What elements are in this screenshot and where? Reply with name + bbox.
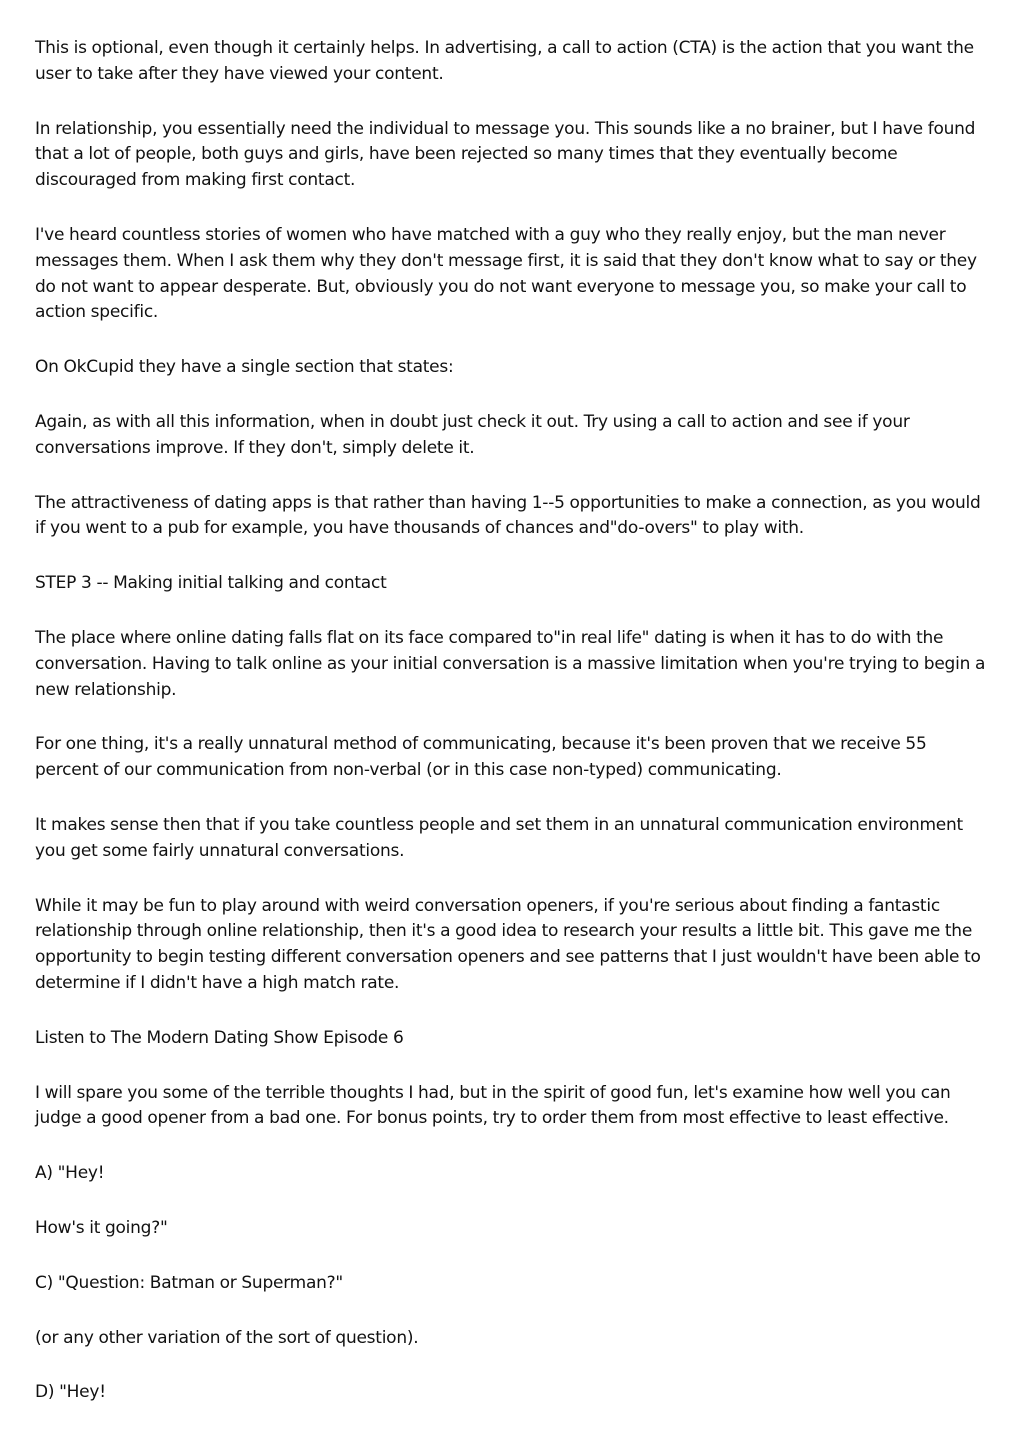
paragraph-listen-show: Listen to The Modern Dating Show Episode 6 xyxy=(35,1027,404,1048)
paragraph-relationship-message: In relationship, you essentially need the individual to message you. This sounds like a no brainer, but I have found that a lot of people, both guys and girls, have been rejected so many times that they eventually become discouraged from making first contact. xyxy=(35,118,976,191)
paragraph-variation-note: (or any other variation of the sort of question). xyxy=(35,1327,419,1348)
list-item-option-a: A) "Hey! xyxy=(35,1163,105,1184)
paragraph-check-it-out: Again, as with all this information, when in doubt just check it out. Try using a call to action and see if your conversations improve. If they don't, simply delete it. xyxy=(35,411,910,458)
paragraph-weird-openers: While it may be fun to play around with weird conversation openers, if you're serious about finding a fantastic relationship through online relationship, then it's a good idea to research your results a little bit. This gave me the opportunity to begin testing different conversation openers and see patterns that I just wouldn't have been able to determine if I didn't have a high match rate. xyxy=(35,895,981,993)
list-item-option-d: D) "Hey! xyxy=(35,1382,106,1403)
paragraph-cta-intro: This is optional, even though it certainly helps. In advertising, a call to action (CTA) is the action that you want the user to take after they have viewed your content. xyxy=(35,38,974,84)
paragraph-spare-you: I will spare you some of the terrible thoughts I had, but in the spirit of good fun, let's examine how well you can judge a good opener from a bad one. For bonus points, try to order them from most effective to least effective. xyxy=(35,1082,951,1129)
paragraph-dating-apps: The attractiveness of dating apps is that rather than having 1--5 opportunities to make a connection, as you would if you went to a pub for example, you have thousands of chances and"do-overs" to play with. xyxy=(35,492,981,539)
list-item-option-a-cont: How's it going?" xyxy=(35,1217,168,1238)
paragraph-falls-flat: The place where online dating falls flat on its face compared to"in real life" dating is when it has to do with the conversation. Having to talk online as your initial conversation is a massive limitation when you're trying to begin a new relationship. xyxy=(35,627,986,700)
section-heading-step-3: STEP 3 -- Making initial talking and contact xyxy=(35,573,387,594)
paragraph-okcupid: On OkCupid they have a single section that states: xyxy=(35,357,454,378)
paragraph-unnatural-method: For one thing, it's a really unnatural method of communicating, because it's been proven that we receive 55 percent of our communication from non-verbal (or in this case non-typed) communicating. xyxy=(35,734,927,781)
paragraph-makes-sense: It makes sense then that if you take countless people and set them in an unnatural communication environment you get some fairly unnatural conversations. xyxy=(35,814,963,861)
paragraph-countless-stories: I've heard countless stories of women who have matched with a guy who they really enjoy, but the man never messages them. When I ask them why they don't message first, it is said that they don't know what to say or they do not want to appear desperate. But, obviously you do not want everyone to message you, so make your call to action specific. xyxy=(35,224,977,323)
list-item-option-c: C) "Question: Batman or Superman?" xyxy=(35,1272,343,1293)
